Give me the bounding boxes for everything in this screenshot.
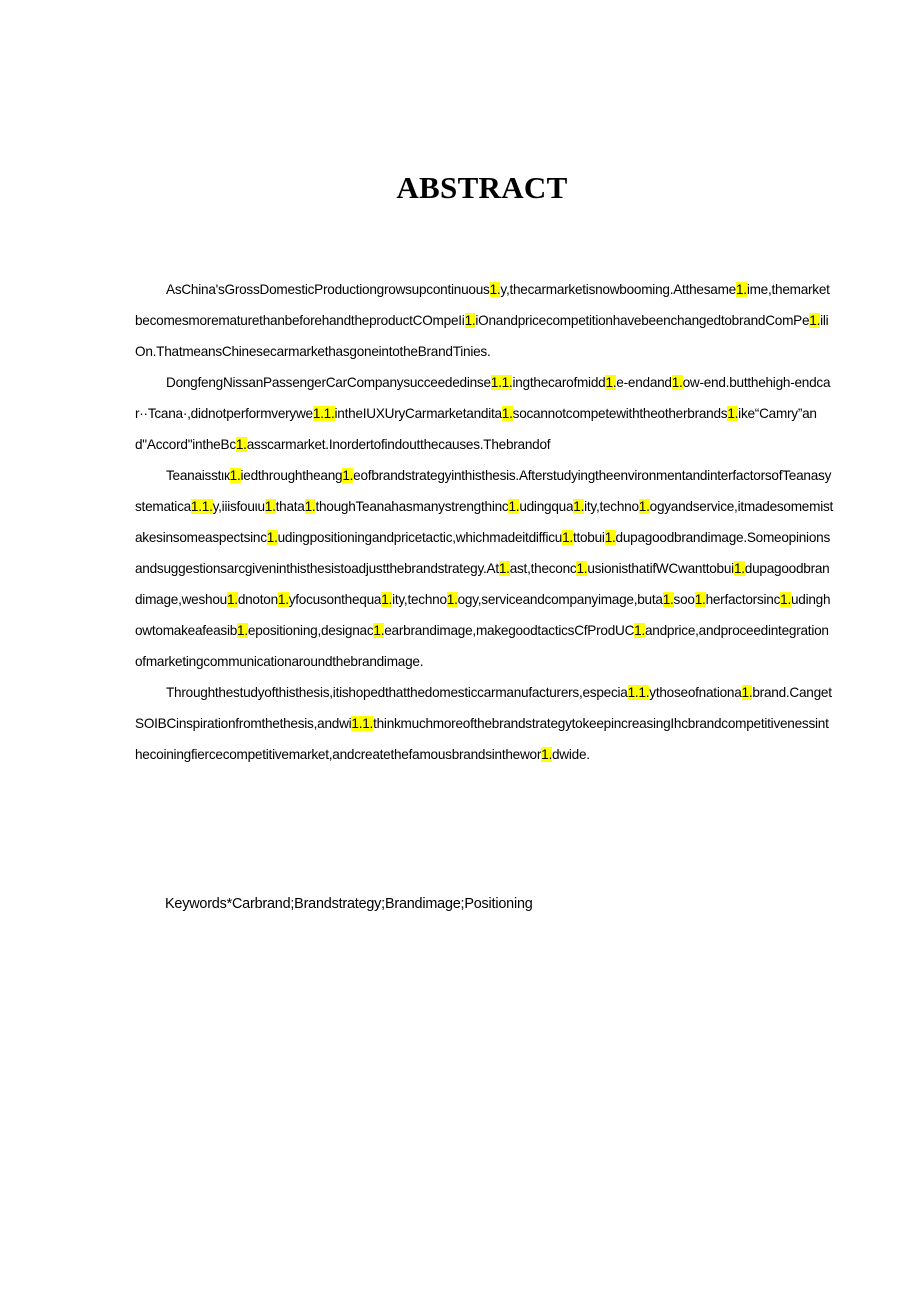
highlighted-text: 1.1. xyxy=(190,499,213,514)
highlighted-text: 1. xyxy=(342,468,354,483)
highlighted-text: 1. xyxy=(604,530,616,545)
highlighted-text: 1. xyxy=(264,499,276,514)
paragraph-text: thata xyxy=(275,499,305,514)
paragraph-text: ity,techno xyxy=(392,592,447,607)
highlighted-text: 1. xyxy=(508,499,520,514)
paragraph-text: dwide. xyxy=(552,747,590,762)
abstract-paragraph xyxy=(135,460,834,677)
paragraph-text: epositioning,designac xyxy=(247,623,374,638)
paragraph-text: y,thecarmarketisnowbooming.Atthesame xyxy=(500,282,736,297)
highlighted-text: 1. xyxy=(741,685,753,700)
highlighted-text: 1. xyxy=(694,592,706,607)
paragraph-text: dnoton xyxy=(237,592,278,607)
keywords-line: Keywords*Carbrand;Brandstrategy;Brandimage;Positioning xyxy=(165,896,533,912)
highlighted-text: 1. xyxy=(733,561,745,576)
paragraph-text: udinghowtomakeafeasib xyxy=(135,592,831,638)
highlighted-text: 1.1. xyxy=(627,685,650,700)
paragraph-text: iOnandpricecompetitionhavebeenchangedtobrandComPe xyxy=(475,313,810,328)
paragraph-text: e-endand xyxy=(616,375,672,390)
highlighted-text: 1.1. xyxy=(351,716,374,731)
highlighted-text: 1. xyxy=(489,282,501,297)
paragraph-text: ast,theconc xyxy=(509,561,577,576)
highlighted-text: 1. xyxy=(226,592,238,607)
abstract-paragraph xyxy=(135,367,834,460)
paragraph-text: soo xyxy=(673,592,695,607)
highlighted-text: 1. xyxy=(237,623,248,638)
paragraph-text: ogyandservice,itmadesomemistakesinsomeaspectsinc xyxy=(135,499,834,545)
paragraph-text: ythoseofnationa xyxy=(649,685,742,700)
highlighted-text: 1. xyxy=(662,592,674,607)
highlighted-text: 1. xyxy=(304,499,316,514)
highlighted-text: 1. xyxy=(727,406,739,421)
highlighted-text: 1. xyxy=(735,282,747,297)
paragraph-text: ime,themarketbecomesmorematurethanbeforehandtheproductCOmpeIi xyxy=(135,282,830,328)
paragraph-text: herfactorsinc xyxy=(705,592,781,607)
highlighted-text: 1. xyxy=(381,592,393,607)
paragraph-text: eofbrandstrategyinthisthesis.AfterstudyingtheenvironmentandinterfactorsofTeanasystematica xyxy=(135,468,832,514)
highlighted-text: 1. xyxy=(634,623,645,638)
paragraph-text: brand.CangetSOIBCinspirationfromthethesis,andwi xyxy=(135,685,832,731)
highlighted-text: 1. xyxy=(464,313,476,328)
abstract-paragraph xyxy=(135,274,834,367)
paragraph-text: Teanaisstιк xyxy=(166,468,230,483)
paragraph-text: dupagoodbrandimage.Someopinionsandsuggestionsarcgiveninthisthesistoadjustthebrandstrategy.At xyxy=(135,530,830,576)
paragraph-text: dupagoodbrandimage,weshou xyxy=(135,561,830,607)
abstract-paragraph xyxy=(135,677,834,770)
paragraph-text: socannotcompetewiththeotherbrands xyxy=(512,406,728,421)
paragraph-text: ttobui xyxy=(572,530,605,545)
highlighted-text: 1. xyxy=(277,592,289,607)
paragraph-text: yfocusonthequa xyxy=(288,592,382,607)
paragraph-text: intheIUXUryCarmarketandita xyxy=(334,406,502,421)
page-title: ABSTRACT xyxy=(396,170,568,205)
paragraph-text: ogy,serviceandcompanyimage,buta xyxy=(457,592,663,607)
paragraph-text: usionisthatifWCwanttobui xyxy=(587,561,734,576)
abstract-body xyxy=(135,274,834,770)
highlighted-text: 1. xyxy=(780,592,791,607)
highlighted-text: 1.1. xyxy=(312,406,335,421)
paragraph-text: iliOn.ThatmeansChinesecarmarkethasgoneintotheBrandTinies. xyxy=(135,313,829,359)
paragraph-text: ingthecarofmidd xyxy=(512,375,606,390)
highlighted-text: 1. xyxy=(266,530,278,545)
highlighted-text: 1. xyxy=(605,375,617,390)
highlighted-text: 1.1. xyxy=(490,375,513,390)
paragraph-text: thoughTeanahasmanystrengthinc xyxy=(315,499,509,514)
paragraph-text: udingpositioningandpricetactic,whichmadeitdifficu xyxy=(277,530,563,545)
paragraph-text: thinkmuchmoreofthebrandstrategytokeepincreasingIhcbrandcompetitivenessinthecoiningfiercecompetitivemarket,andcreatethefamousbrandsinthewor xyxy=(135,716,829,762)
highlighted-text: 1. xyxy=(562,530,573,545)
paragraph-text: AsChina'sGrossDomesticProductiongrowsupcontinuous xyxy=(166,282,490,297)
paragraph-text: udingqua xyxy=(519,499,574,514)
paragraph-text: ity,techno xyxy=(584,499,639,514)
paragraph-text: iedthroughtheang xyxy=(240,468,343,483)
highlighted-text: 1. xyxy=(541,747,552,762)
highlighted-text: 1. xyxy=(229,468,241,483)
paragraph-text: ike“Camry”and"Accord"intheBc xyxy=(135,406,817,452)
highlighted-text: 1. xyxy=(235,437,247,452)
paragraph-text: andprice,andproceedintegrationofmarketingcommunicationaroundthebrandimage. xyxy=(135,623,829,669)
highlighted-text: 1. xyxy=(573,499,585,514)
highlighted-text: 1. xyxy=(501,406,513,421)
paragraph-text: asscarmarket.Inordertofindoutthecauses.Thebrandof xyxy=(246,437,551,452)
paragraph-text: earbrandimage,makegoodtacticsCfProdUC xyxy=(384,623,635,638)
highlighted-text: 1. xyxy=(373,623,385,638)
highlighted-text: 1. xyxy=(638,499,650,514)
highlighted-text: 1. xyxy=(671,375,683,390)
highlighted-text: 1. xyxy=(576,561,588,576)
highlighted-text: 1. xyxy=(446,592,458,607)
paragraph-text: y,iiisfouιu xyxy=(212,499,265,514)
highlighted-text: 1. xyxy=(498,561,510,576)
paragraph-text: Throughthestudyofthisthesis,itishopedthatthedomesticcarmanufacturers,especia xyxy=(166,685,628,700)
highlighted-text: 1. xyxy=(809,313,821,328)
paragraph-text: ow-end.butthehigh-endcar··Tcana·,didnotperformverywe xyxy=(135,375,831,421)
paragraph-text: DongfengNissanPassengerCarCompanysucceededinse xyxy=(166,375,491,390)
